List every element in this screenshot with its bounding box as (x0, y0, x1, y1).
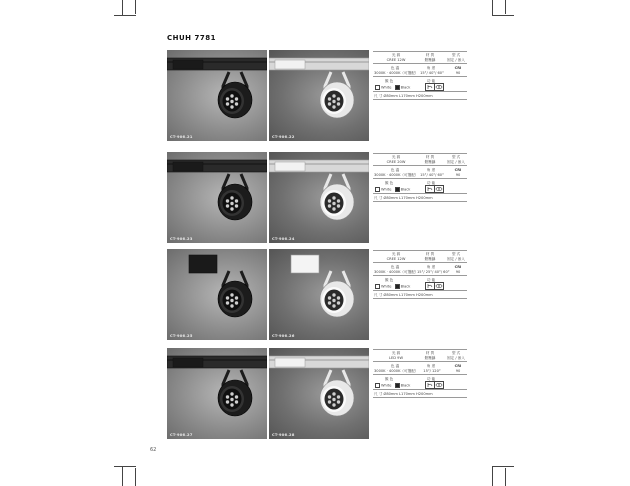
material-value: 鋁壓鑄 (424, 257, 436, 261)
label-temp: 色 溫 (390, 66, 400, 70)
crop-mark (492, 466, 493, 486)
color-black: Black (400, 85, 411, 90)
source-value: LED 9W (388, 356, 404, 360)
angle-value: 15°/ 40°/ 60° (420, 173, 444, 177)
spec-table (373, 152, 467, 243)
page-number: 62 (150, 447, 157, 453)
label-type: 型 式 (451, 252, 461, 256)
divider (373, 165, 467, 166)
label-color: 顏 色 (384, 181, 394, 185)
label-function: 功 能 (426, 278, 436, 282)
black-swatch-icon (395, 284, 400, 289)
label-function: 功 能 (426, 377, 436, 381)
crop-mark (135, 0, 136, 14)
color-white: White (381, 284, 392, 289)
label-cri: CRI (454, 265, 462, 269)
color-black: Black (400, 187, 411, 192)
label-source: 光 源 (391, 53, 401, 57)
model-number: CT-906.23 (170, 237, 193, 241)
divider (373, 178, 467, 179)
label-color: 顏 色 (384, 377, 394, 381)
label-angle: 角 度 (426, 265, 436, 269)
crop-mark (492, 0, 493, 16)
type-value: 固定 / 嵌入 (447, 58, 465, 62)
divider (373, 63, 467, 64)
divider (373, 201, 467, 202)
label-source: 光 源 (391, 252, 401, 256)
rotate-icon (434, 83, 444, 91)
product-photo-black (167, 152, 267, 243)
label-angle: 角 度 (426, 364, 436, 368)
product-photo-white (269, 50, 369, 141)
material-value: 鋁壓鑄 (424, 356, 436, 360)
label-source: 光 源 (391, 351, 401, 355)
color-white: White (381, 85, 392, 90)
crop-mark (505, 0, 506, 14)
black-swatch-icon (395, 187, 400, 192)
rotate-icon (434, 185, 444, 193)
product-photo-white (269, 152, 369, 243)
cri-value: 90 (455, 71, 461, 75)
label-angle: 角 度 (426, 168, 436, 172)
divider (373, 153, 467, 154)
size-value: Ø80mm L170mm H200mm (383, 196, 433, 200)
divider (373, 290, 467, 291)
angle-value: 15°/ 40°/ 60° (420, 71, 444, 75)
label-source: 光 源 (391, 155, 401, 159)
label-size: 尺 寸 (374, 392, 383, 396)
material-value: 鋁壓鑄 (424, 58, 436, 62)
crop-mark (122, 0, 123, 16)
label-color: 顏 色 (384, 79, 394, 83)
label-temp: 色 溫 (390, 168, 400, 172)
crop-mark (114, 466, 136, 467)
label-type: 型 式 (451, 155, 461, 159)
angle-value: 15°/ 120° (423, 369, 441, 373)
crop-mark (492, 466, 514, 467)
cri-value: 90 (455, 173, 461, 177)
color-options (375, 85, 410, 90)
color-options (375, 187, 410, 192)
crop-mark (135, 468, 136, 486)
divider (373, 397, 467, 398)
source-value: CREE 20W (386, 160, 406, 164)
model-number: CT-906.28 (272, 433, 295, 437)
material-value: 鋁壓鑄 (424, 160, 436, 164)
divider (373, 250, 467, 251)
source-value: CREE 12W (386, 257, 406, 261)
angle-value: 15°/ 25°/ 40°/ 60° (417, 270, 450, 274)
product-row (167, 249, 467, 340)
product-photo-black (167, 50, 267, 141)
spec-table (373, 348, 467, 439)
type-value: 固定 / 嵌入 (447, 257, 465, 261)
divider (373, 51, 467, 52)
label-material: 材 質 (425, 155, 435, 159)
product-row (167, 348, 467, 439)
rotate-icon (434, 381, 444, 389)
white-swatch-icon (375, 383, 380, 388)
size-value: Ø80mm L170mm H200mm (383, 94, 433, 98)
model-number: CT-906.27 (170, 433, 193, 437)
color-options (375, 383, 410, 388)
model-number: CT-906.22 (272, 135, 295, 139)
divider (373, 361, 467, 362)
label-angle: 角 度 (426, 66, 436, 70)
label-cri: CRI (454, 168, 462, 172)
color-options (375, 284, 410, 289)
label-size: 尺 寸 (374, 293, 383, 297)
type-value: 固定 / 嵌入 (447, 160, 465, 164)
spec-table (373, 249, 467, 340)
label-size: 尺 寸 (374, 94, 383, 98)
label-material: 材 質 (425, 53, 435, 57)
label-color: 顏 色 (384, 278, 394, 282)
divider (373, 275, 467, 276)
divider (373, 298, 467, 299)
label-size: 尺 寸 (374, 196, 383, 200)
temp-value: 3000K · 4000K（可選配） (374, 369, 419, 373)
black-swatch-icon (395, 85, 400, 90)
divider (373, 262, 467, 263)
divider (373, 389, 467, 390)
page-header: CHUH 7781 (167, 34, 216, 42)
temp-value: 3000K · 4000K（可選配） (374, 71, 419, 75)
divider (373, 349, 467, 350)
label-function: 功 能 (426, 181, 436, 185)
divider (373, 91, 467, 92)
crop-mark (122, 466, 123, 486)
label-material: 材 質 (425, 252, 435, 256)
crop-mark (505, 468, 506, 486)
rotate-icon (434, 282, 444, 290)
model-number: CT-906.25 (170, 334, 193, 338)
spec-table (373, 50, 467, 141)
cri-value: 90 (455, 369, 461, 373)
product-row (167, 152, 467, 243)
product-photo-black (167, 249, 267, 340)
divider (373, 99, 467, 100)
label-type: 型 式 (451, 351, 461, 355)
label-cri: CRI (454, 66, 462, 70)
white-swatch-icon (375, 284, 380, 289)
product-photo-white (269, 348, 369, 439)
source-value: CREE 12W (386, 58, 406, 62)
type-value: 固定 / 嵌入 (447, 356, 465, 360)
white-swatch-icon (375, 85, 380, 90)
crop-mark (114, 15, 136, 16)
temp-value: 3000K · 4000K（可選配） (374, 270, 419, 274)
black-swatch-icon (395, 383, 400, 388)
color-white: White (381, 187, 392, 192)
white-swatch-icon (375, 187, 380, 192)
label-material: 材 質 (425, 351, 435, 355)
color-black: Black (400, 284, 411, 289)
color-black: Black (400, 383, 411, 388)
product-photo-white (269, 249, 369, 340)
product-row (167, 50, 467, 141)
color-white: White (381, 383, 392, 388)
size-value: Ø80mm L170mm H200mm (383, 392, 433, 396)
label-type: 型 式 (451, 53, 461, 57)
label-temp: 色 溫 (390, 265, 400, 269)
divider (373, 193, 467, 194)
temp-value: 3000K · 4000K（可選配） (374, 173, 419, 177)
model-number: CT-906.24 (272, 237, 295, 241)
product-photo-black (167, 348, 267, 439)
size-value: Ø80mm L170mm H200mm (383, 293, 433, 297)
divider (373, 76, 467, 77)
label-function: 功 能 (426, 79, 436, 83)
label-cri: CRI (454, 364, 462, 368)
label-temp: 色 溫 (390, 364, 400, 368)
model-number: CT-906.21 (170, 135, 193, 139)
cri-value: 90 (455, 270, 461, 274)
divider (373, 374, 467, 375)
model-number: CT-906.26 (272, 334, 295, 338)
crop-mark (492, 15, 514, 16)
